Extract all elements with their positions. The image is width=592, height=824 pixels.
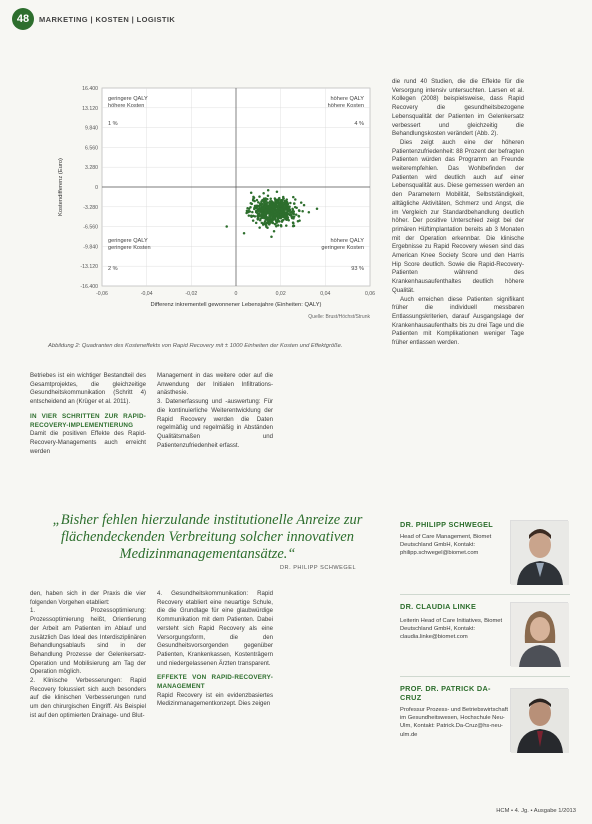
author-2-name: DR. CLAUDIA LINKE (400, 602, 477, 611)
scatter-point (303, 204, 306, 207)
chart-source: Quelle: Brust/Höchst/Strunk (308, 314, 370, 320)
pull-quote: „Bisher fehlen hierzulande institutionelle Anreize zur flächendeckenden Verbreitung solcher innovativen Medizinmanagementansätze.“ (52, 512, 363, 562)
scatter-point (276, 212, 279, 215)
scatter-point (259, 207, 262, 210)
scatter-point (257, 209, 260, 212)
scatter-point (274, 211, 277, 214)
scatter-point (293, 202, 296, 205)
scatter-point (251, 211, 254, 214)
y-tick-label: -6.560 (83, 224, 98, 231)
scatter-point (259, 219, 262, 222)
col3-paragraph-2: Dies zeigt auch eine der höheren Patientenzufriedenheit: 88 Prozent der befragten Patienten würden das Programm an Freunde weiterempfehlen. Das Wohlbefinden der Patienten wird deutlich auch auf einer Lebensqualität aus. Diese gemessen werden an den Parametern Mobilität, Selbstständigkeit, alltägliche Aktivitäten, Schmerz und Angst, die im Vergleich zur Standardbehandlung deutlich höher. Der positive Unterschied zeigt bei der primären Hüftimplantation bereits ab 3 Monaten mit der Operation erkennbar. Die klinische Ergebnisse zu Rapid Recovery wiesen sind das American Knee Society Score und den Harris Hip Score deutlich. Sowie die Rapid-Recovery-Patienten während des Krankenhausaufenthaltes deutlich höhere Qualität. (392, 138, 524, 294)
scatter-point (270, 221, 273, 224)
scatter-point (291, 215, 294, 218)
scatter-point (249, 206, 252, 209)
col2b-paragraph-2: Rapid Recovery ist ein evidenzbasiertes Medizinmanagementkonzept. Dies zeigen (157, 691, 273, 708)
quadrant-label-top-right: höhere Kosten (327, 103, 364, 109)
scatter-point (265, 224, 268, 227)
scatter-point (292, 221, 295, 224)
scatter-point (262, 204, 265, 207)
scatter-point (263, 213, 266, 216)
col2b-paragraph-1: 4. Gesundheitskommunikation: Rapid Recovery etabliert eine neuartige Schule, die die Grundlage für eine glaubwürdige Kommunikation mit dem Patienten. Dabei versteht sich Rapid Recovery als eine Versorgungsform, die den Gesundheitsvorsorgenden gegenüber Patienten, Krankenkassen, Kostenträgern und niedergelassenen Ärzten transparent. (157, 590, 273, 667)
page-number-badge (12, 8, 34, 30)
portrait-icon (511, 689, 569, 753)
section-label: MARKETING | KOSTEN | LOGISTIK (39, 15, 176, 24)
col1b-paragraph-2: 1. Prozessoptimierung: Prozessoptimierung heißt, Orientierung der Arbeit am Patienten im Ablauf und zusätzlich Das Ideal des Interdisziplinären Behandlungsablaufs sind in der Behandlung Prozesse der Gelenkersatz-Operation und Mobilisierung am Tag der Operation möglich. (30, 607, 146, 676)
scatter-point (266, 198, 269, 201)
author-1-photo (510, 520, 568, 584)
scatter-point (300, 201, 303, 204)
scatter-point (292, 196, 295, 199)
scatter-point (261, 215, 264, 218)
scatter-point (280, 211, 283, 214)
y-axis-label: Kostendifferenz (Euro) (58, 158, 64, 216)
quadrant-label-top-left: geringere QALY (108, 96, 148, 102)
cost-effectiveness-chart (48, 80, 383, 328)
quadrant-pct-bottom-right: 93 % (351, 266, 364, 272)
scatter-point (286, 202, 289, 205)
scatter-point (269, 198, 272, 201)
scatter-point (273, 230, 276, 233)
col3-paragraph-1: die rund 40 Studien, die die Effekte für die Versorgung intensiv untersuchten. Larsen et al. Kollegen (2008) beispielsweise, dass Rapid Recovery die gesundheitsbezogene Lebensqualität der Patienten im Gelenkersatz verbessert und gleichzeitig die Behandlungskosten verändert (Abb. 2). (392, 78, 524, 138)
scatter-point (258, 226, 261, 229)
scatter-point (276, 221, 279, 224)
col1-paragraph-1: Betriebes ist ein wichtiger Bestandteil des Gesamtprojektes, die gleichzeitige Gesundheitskommunikation (Schritt 4) entscheidend an (Krüger et al. 2011). (30, 372, 146, 406)
scatter-point (257, 201, 260, 204)
scatter-point (247, 211, 250, 214)
y-tick-label: 6.560 (85, 145, 98, 152)
scatter-point (255, 222, 258, 225)
quadrant-label-bottom-right: geringere Kosten (321, 245, 364, 251)
scatter-point (278, 197, 281, 200)
scatter-point (270, 200, 273, 203)
scatter-point (267, 219, 270, 222)
scatter-point (281, 220, 284, 223)
author-2-photo (510, 602, 568, 666)
col1-heading: IN VIER SCHRITTEN ZUR RAPID-RECOVERY-IMPLEMENTIERUNG (30, 412, 146, 429)
scatter-point (301, 210, 304, 213)
scatter-point (267, 189, 270, 192)
author-card-2 (400, 602, 510, 642)
portrait-icon (511, 521, 569, 585)
page-footer: HCM • 4. Jg. • Ausgabe 1/2013 (496, 808, 576, 814)
scatter-point (265, 222, 268, 225)
x-tick-label: 0,02 (275, 291, 286, 297)
scatter-point (265, 211, 268, 214)
scatter-point (287, 208, 290, 211)
quadrant-label-top-right: höhere QALY (330, 96, 364, 102)
col3-paragraph-3: Auch erreichen diese Patienten signifikant früher die individuell messbaren Entlassungskriterien, darauf Ausgangslage der Krankenhausaufenthalts bis zu drei Tage und die Patienten mit Komplikationen weniger Tage früher entlassen werden. (392, 295, 524, 347)
scatter-point (279, 213, 282, 216)
y-tick-label: 9.840 (85, 125, 98, 132)
quadrant-label-bottom-right: höhere QALY (330, 238, 364, 244)
col2-paragraph-1: Management in das weitere oder auf die Anwendung der Initialen Infiltrations-anästhesie. (157, 372, 273, 397)
quadrant-pct-top-right: 4 % (354, 121, 364, 127)
col2-paragraph-2: 3. Datenerfassung und -auswertung: Für die kontinuierliche Weiterentwicklung der Rapid Recovery werden die Daten regelmäßig und regelmäßig in Abständen Qualitätsmaßen und Patientenzufriedenheit erfasst. (157, 398, 273, 449)
scatter-point (270, 212, 273, 215)
author-3-photo (510, 688, 568, 752)
scatter-point (289, 211, 292, 214)
scatter-point (256, 199, 259, 202)
scatter-point (293, 225, 296, 228)
x-tick-label: -0,06 (96, 291, 108, 297)
scatter-point (285, 224, 288, 227)
column-1-top (30, 372, 146, 456)
divider (400, 594, 570, 595)
page-number: 48 (16, 13, 30, 25)
scatter-point (281, 208, 284, 211)
scatter-point (270, 235, 273, 238)
scatter-point (298, 215, 301, 218)
col1b-paragraph-3: 2. Klinische Verbesserungen: Rapid Recovery fokussiert sich auch besonders auf die klinischen Verbesserungen rund um den chirurgischen Eingriff. Als Beispiel ist auf den optimierten Drainage- und Blut- (30, 677, 146, 719)
scatter-point (282, 215, 285, 218)
scatter-point (308, 211, 311, 214)
scatter-point (274, 223, 277, 226)
scatter-point (250, 192, 253, 195)
scatter-point (262, 192, 265, 195)
scatter-point (284, 214, 287, 217)
scatter-point (284, 202, 287, 205)
column-1-bottom (30, 590, 146, 721)
scatter-point (252, 196, 255, 199)
scatter-point (316, 207, 319, 210)
divider (400, 676, 570, 677)
scatter-point (266, 227, 269, 230)
author-3-description: Professur Prozess- und Betriebswirtschaft im Gesundheitswesen, Hochschule Neu-Ulm, Kontakt: Patrick.Da-Cruz@hs-neu-ulm.de (400, 707, 508, 738)
scatter-plot (48, 80, 383, 328)
scatter-point (294, 198, 297, 201)
x-tick-label: 0 (234, 291, 238, 297)
scatter-point (225, 225, 228, 228)
y-tick-label: -3.280 (83, 204, 98, 211)
portrait-icon (511, 603, 569, 667)
x-tick-label: 0,06 (364, 291, 376, 297)
y-tick-label: 0 (95, 185, 98, 191)
x-tick-label: 0,04 (320, 291, 331, 297)
scatter-point (268, 211, 271, 214)
author-sidebar (400, 520, 570, 792)
author-1-description: Head of Care Management, Biomet Deutschland GmbH, Kontakt: philipp.schwegel@biomet.com (400, 534, 492, 557)
scatter-point (263, 200, 266, 203)
scatter-point (276, 190, 279, 193)
scatter-point (254, 206, 257, 209)
scatter-point (293, 210, 296, 213)
scatter-point (270, 205, 273, 208)
scatter-point (291, 208, 294, 211)
y-tick-label: 13.120 (82, 105, 98, 112)
author-1-name: DR. PHILIPP SCHWEGEL (400, 520, 494, 529)
scatter-point (289, 202, 292, 205)
scatter-point (246, 207, 249, 210)
scatter-point (287, 216, 290, 219)
y-tick-label: 16.400 (82, 86, 98, 92)
scatter-point (295, 206, 298, 209)
col2b-heading: EFFEKTE VON RAPID-RECOVERY-MANAGEMENT (157, 674, 273, 691)
quote-author: DR. PHILIPP SCHWEGEL (280, 565, 357, 571)
scatter-point (248, 214, 251, 217)
y-tick-label: -9.840 (83, 244, 98, 251)
scatter-point (273, 203, 276, 206)
author-card-1 (400, 520, 510, 558)
scatter-point (282, 197, 285, 200)
figure-caption: Abbildung 2: Quadranten des Kosteneffekts von Rapid Recovery mit ± 1000 Einheiten der Kosten und Effektgröße. (48, 343, 343, 349)
scatter-point (277, 204, 280, 207)
author-3-name: PROF. DR. PATRICK DA-CRUZ (400, 684, 491, 702)
col1b-paragraph-1: den, haben sich in der Praxis die vier folgenden Vorgehen etabliert: (30, 590, 146, 606)
scatter-point (265, 216, 268, 219)
scatter-point (277, 224, 280, 227)
scatter-point (260, 200, 263, 203)
scatter-point (267, 194, 270, 197)
y-tick-label: -16.400 (80, 284, 98, 290)
y-tick-label: -13.120 (80, 264, 98, 271)
x-axis-label: Differenz inkrementell gewonnener Lebensjahre (Einheiten: QALY) (150, 302, 322, 308)
scatter-point (253, 200, 256, 203)
scatter-point (297, 220, 300, 223)
scatter-point (289, 214, 292, 217)
x-tick-label: -0,02 (185, 291, 198, 297)
author-2-description: Leiterin Head of Care Initiatives, Biomet Deutschland GmbH, Kontakt: claudia.linke@biomet.com (400, 618, 503, 641)
scatter-point (254, 215, 256, 218)
scatter-point (272, 217, 275, 220)
quadrant-label-bottom-left: geringere QALY (108, 238, 148, 244)
y-tick-label: 3.280 (85, 165, 98, 172)
quadrant-label-bottom-left: geringere Kosten (108, 245, 151, 251)
scatter-point (243, 232, 246, 235)
scatter-point (285, 219, 288, 222)
scatter-point (257, 216, 260, 219)
scatter-point (252, 219, 255, 222)
scatter-point (287, 219, 290, 222)
scatter-point (250, 215, 253, 218)
quadrant-pct-bottom-left: 2 % (108, 266, 118, 272)
scatter-point (276, 200, 279, 203)
scatter-point (298, 210, 301, 213)
quadrant-label-top-left: höhere Kosten (108, 103, 145, 109)
scatter-point (280, 224, 283, 227)
author-card-3 (400, 684, 510, 739)
col1-paragraph-2: Damit die positiven Effekte des Rapid-Recovery-Managements auch erreicht werden (30, 430, 146, 455)
scatter-point (258, 195, 261, 198)
scatter-point (258, 205, 261, 208)
scatter-point (268, 216, 271, 219)
column-2-top (157, 372, 273, 450)
quadrant-pct-top-left: 1 % (108, 121, 118, 127)
x-tick-label: -0,04 (140, 291, 153, 297)
scatter-point (295, 213, 298, 216)
column-3 (392, 78, 524, 348)
scatter-point (262, 223, 265, 226)
scatter-point (280, 204, 283, 207)
scatter-point (272, 206, 275, 209)
scatter-point (250, 202, 253, 205)
column-2-bottom (157, 590, 273, 709)
